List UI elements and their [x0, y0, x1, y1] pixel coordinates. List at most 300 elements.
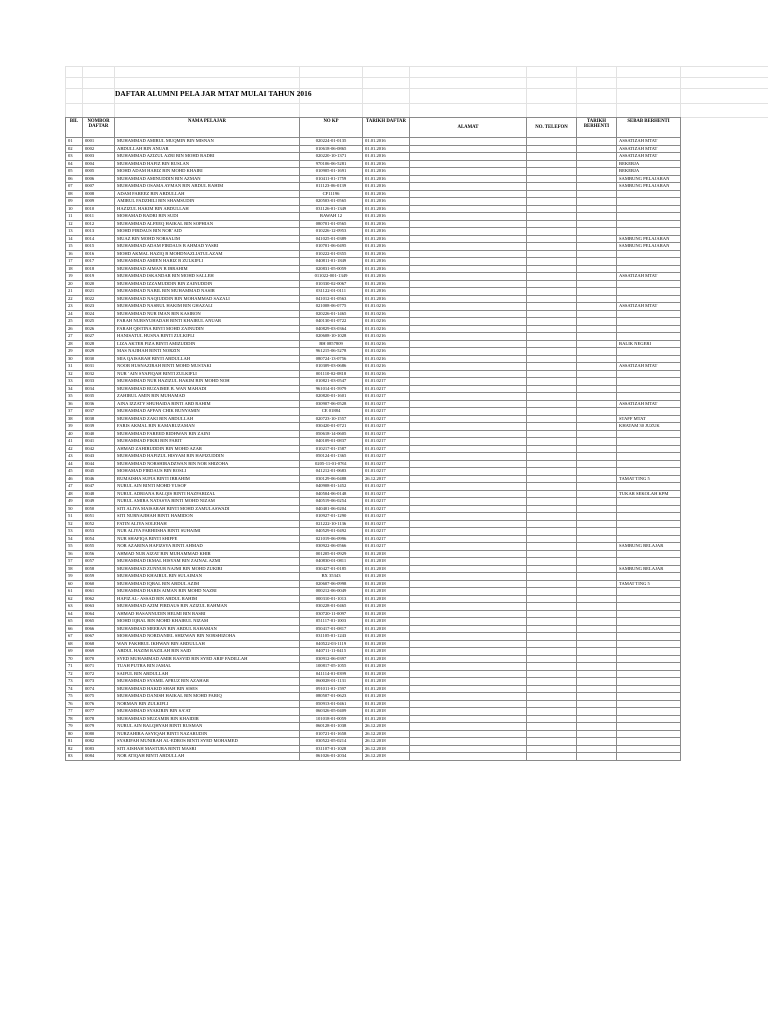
tarikh-berhenti-cell [577, 288, 617, 296]
table-row [66, 348, 681, 356]
sebab-berhenti-cell [617, 468, 681, 476]
no-telefon-cell [527, 423, 577, 431]
sebab-berhenti-cell: SAMBUNG PELAJARAN [617, 235, 681, 243]
table-row [66, 430, 681, 438]
nama-pelajar-cell: MUHAMMAD AMIEN HARIZ B ZULKIFLI [115, 258, 300, 266]
tarikh-daftar-cell: 01.01.2016 [363, 175, 410, 183]
nama-pelajar-cell: MIA QAISARAH BINTI ABDULLAH [115, 355, 300, 363]
sebab-berhenti-cell [617, 280, 681, 288]
no-telefon-cell [527, 468, 577, 476]
sebab-berhenti-cell [617, 355, 681, 363]
sebab-berhenti-cell: BALIK NEGERI [617, 340, 681, 348]
table-row [66, 438, 681, 446]
no-telefon-cell [527, 663, 577, 671]
no-telefon-cell [527, 715, 577, 723]
sebab-berhenti-cell [617, 678, 681, 686]
sebab-berhenti-cell: ASSATIZAH MTAT [617, 400, 681, 408]
alamat-cell [410, 348, 527, 356]
no-kp-cell: 010721-01-1658 [300, 730, 363, 738]
bil-cell: 50 [66, 505, 83, 513]
nombor-daftar-cell: 0048 [83, 490, 115, 498]
nombor-daftar-cell: 0008 [83, 190, 115, 198]
nombor-daftar-cell: 0028 [83, 340, 115, 348]
column-header: NAMA PELAJAR [115, 118, 300, 138]
alamat-cell [410, 160, 527, 168]
nombor-daftar-cell: 0011 [83, 213, 115, 221]
tarikh-berhenti-cell [577, 190, 617, 198]
no-telefon-cell [527, 520, 577, 528]
bil-cell: 75 [66, 693, 83, 701]
alamat-cell [410, 243, 527, 251]
tarikh-berhenti-cell [577, 318, 617, 326]
nama-pelajar-cell: AHMAD ZAHIRUDDIN BIN MOHD AZAR [115, 445, 300, 453]
no-kp-cell: 970106-06-5281 [300, 160, 363, 168]
nama-pelajar-cell: MUHAMMAD NAQIUDDIN BIN MOHAMMAD SAZALI [115, 295, 300, 303]
column-header: NOMBOR DAFTAR [83, 118, 115, 138]
alamat-cell [410, 730, 527, 738]
tarikh-daftar-cell: 01.01.2018 [363, 648, 410, 656]
nombor-daftar-cell: 0015 [83, 243, 115, 251]
nama-pelajar-cell: NOOR HUSNAZIRAH BINTI MOHD MUSTAKI [115, 363, 300, 371]
tarikh-daftar-cell: 01.01.2018 [363, 663, 410, 671]
no-kp-cell: 030420-01-0721 [300, 423, 363, 431]
alamat-cell [410, 490, 527, 498]
nombor-daftar-cell: 0051 [83, 513, 115, 521]
no-kp-cell: 010411-01-1759 [300, 175, 363, 183]
table-row [66, 550, 681, 558]
alamat-cell [410, 168, 527, 176]
alamat-cell [410, 325, 527, 333]
bil-cell: 69 [66, 648, 83, 656]
sebab-berhenti-cell: ASSATIZAH MTAT [617, 363, 681, 371]
no-kp-cell: 050124-01-1365 [300, 453, 363, 461]
nombor-daftar-cell: 0006 [83, 175, 115, 183]
nama-pelajar-cell: NURUL AIN BALQHYAH BINTI RUSMAN [115, 723, 300, 731]
sebab-berhenti-cell [617, 655, 681, 663]
bil-cell: 79 [66, 723, 83, 731]
nombor-daftar-cell: 0059 [83, 573, 115, 581]
tarikh-berhenti-cell [577, 243, 617, 251]
tarikh-berhenti-cell [577, 595, 617, 603]
nombor-daftar-cell: 0004 [83, 160, 115, 168]
no-kp-cell: 040522-03-1119 [300, 640, 363, 648]
tarikh-daftar-cell: 01.01.2018 [363, 693, 410, 701]
no-telefon-cell [527, 340, 577, 348]
bil-cell: 83 [66, 753, 83, 761]
no-kp-cell: 0205-11-01-0761 [300, 460, 363, 468]
no-telefon-cell [527, 483, 577, 491]
alamat-cell [410, 625, 527, 633]
no-kp-cell: BX 35343 [300, 573, 363, 581]
bil-cell: 18 [66, 265, 83, 273]
tarikh-daftar-cell: 01.01.0217 [363, 378, 410, 386]
no-telefon-cell [527, 543, 577, 551]
tarikh-daftar-cell: 01.01.2016 [363, 168, 410, 176]
bil-cell: 22 [66, 295, 83, 303]
alamat-cell [410, 190, 527, 198]
nama-pelajar-cell: MUHAMMAD ZAKI BIN ABDULLAH [115, 415, 300, 423]
bil-cell: 23 [66, 303, 83, 311]
nama-pelajar-cell: MOHD IQBAL BIN MOHD KHAIRUL NIZAM [115, 618, 300, 626]
tarikh-daftar-cell: 01.01.0216 [363, 325, 410, 333]
tarikh-berhenti-cell [577, 370, 617, 378]
alamat-cell [410, 393, 527, 401]
alamat-cell [410, 723, 527, 731]
no-kp-cell: 030129-06-0488 [300, 475, 363, 483]
tarikh-daftar-cell: 01.01.0217 [363, 468, 410, 476]
no-telefon-cell [527, 175, 577, 183]
table-row [66, 400, 681, 408]
sebab-berhenti-cell [617, 220, 681, 228]
bil-cell: 01 [66, 138, 83, 146]
table-row [66, 415, 681, 423]
alamat-cell [410, 228, 527, 236]
bil-cell: 41 [66, 438, 83, 446]
tarikh-berhenti-cell [577, 535, 617, 543]
tarikh-berhenti-cell [577, 543, 617, 551]
alamat-cell [410, 513, 527, 521]
tarikh-daftar-cell: 01.01.2016 [363, 220, 410, 228]
nombor-daftar-cell: 0061 [83, 588, 115, 596]
no-telefon-cell [527, 385, 577, 393]
table-row [66, 213, 681, 221]
alamat-cell [410, 633, 527, 641]
gridline [616, 66, 617, 117]
sebab-berhenti-cell [617, 513, 681, 521]
table-row [66, 168, 681, 176]
nama-pelajar-cell: MUHAMMAD HAFIZUL HISYAM BIN HAFIZUDDIN [115, 453, 300, 461]
no-telefon-cell [527, 378, 577, 386]
sebab-berhenti-cell [617, 640, 681, 648]
no-kp-cell: 061026-01-2034 [300, 753, 363, 761]
sebab-berhenti-cell: ASSATIZAH MTAT [617, 273, 681, 281]
no-telefon-cell [527, 220, 577, 228]
sebab-berhenti-cell [617, 378, 681, 386]
alamat-cell [410, 310, 527, 318]
nama-pelajar-cell: FARIS AKMAL BIN KAMARUZAMAN [115, 423, 300, 431]
table-row [66, 730, 681, 738]
alamat-cell [410, 288, 527, 296]
nama-pelajar-cell: MUHAMMAD NABIL BIN MUHAMMAD NASIR [115, 288, 300, 296]
bil-cell: 21 [66, 288, 83, 296]
no-telefon-cell [527, 265, 577, 273]
nama-pelajar-cell: HAFIZ AL- ASSAD BIN ABDUL RAHIM [115, 595, 300, 603]
tarikh-daftar-cell: 01.01.2016 [363, 273, 410, 281]
table-row [66, 573, 681, 581]
sebab-berhenti-cell [617, 483, 681, 491]
nama-pelajar-cell: MUHAMMAD NUR IMAN BIN KASIRON [115, 310, 300, 318]
tarikh-daftar-cell: 01.01.0217 [363, 543, 410, 551]
tarikh-berhenti-cell [577, 220, 617, 228]
tarikh-daftar-cell: 01.01.2016 [363, 153, 410, 161]
alamat-cell [410, 430, 527, 438]
tarikh-daftar-cell: 01.01.0217 [363, 528, 410, 536]
nama-pelajar-cell: MUHAMMAD DANISH HAIKAL BIN MOHD FARIQ [115, 693, 300, 701]
gridline [526, 66, 527, 117]
no-kp-cell: 961014-01-5979 [300, 385, 363, 393]
tarikh-daftar-cell: 01.01.0217 [363, 385, 410, 393]
table-row [66, 408, 681, 416]
no-telefon-cell [527, 708, 577, 716]
no-telefon-cell [527, 235, 577, 243]
no-kp-cell: 091011-01-1597 [300, 685, 363, 693]
table-row [66, 265, 681, 273]
table-row [66, 453, 681, 461]
tarikh-daftar-cell: 01.01.0217 [363, 535, 410, 543]
alamat-cell [410, 753, 527, 761]
bil-cell: 49 [66, 498, 83, 506]
no-telefon-cell [527, 745, 577, 753]
alamat-cell [410, 213, 527, 221]
bil-cell: 74 [66, 685, 83, 693]
tarikh-berhenti-cell [577, 498, 617, 506]
alamat-cell [410, 573, 527, 581]
tarikh-daftar-cell: 01.01.0216 [363, 363, 410, 371]
sebab-berhenti-cell [617, 393, 681, 401]
bil-cell: 17 [66, 258, 83, 266]
no-kp-cell: 000310-01-1013 [300, 595, 363, 603]
no-kp-cell: 031105-01-1243 [300, 633, 363, 641]
sebab-berhenti-cell: SAMBUNG PELAJARAN [617, 183, 681, 191]
no-kp-cell: 030912-06-0397 [300, 655, 363, 663]
tarikh-berhenti-cell [577, 483, 617, 491]
table-row [66, 663, 681, 671]
no-telefon-cell [527, 723, 577, 731]
tarikh-berhenti-cell [577, 153, 617, 161]
sebab-berhenti-cell [617, 520, 681, 528]
no-telefon-cell [527, 738, 577, 746]
alamat-cell [410, 565, 527, 573]
sebab-berhenti-cell [617, 265, 681, 273]
bil-cell: 43 [66, 453, 83, 461]
sebab-berhenti-cell [617, 190, 681, 198]
tarikh-berhenti-cell [577, 618, 617, 626]
no-telefon-cell [527, 153, 577, 161]
alamat-cell [410, 678, 527, 686]
nama-pelajar-cell: MAS NAJIHAH BINTI NORZIN [115, 348, 300, 356]
no-kp-cell: 021008-06-0775 [300, 303, 363, 311]
column-header: SEBAB BERHENTI [617, 118, 681, 138]
no-kp-cell: 030720-11-0097 [300, 610, 363, 618]
tarikh-berhenti-cell [577, 198, 617, 206]
nama-pelajar-cell: MUHAMMAD FIKRI BIN FARIT [115, 438, 300, 446]
no-telefon-cell [527, 318, 577, 326]
alamat-cell [410, 400, 527, 408]
nombor-daftar-cell: 0001 [83, 138, 115, 146]
sebab-berhenti-cell [617, 625, 681, 633]
table-row [66, 310, 681, 318]
nama-pelajar-cell: ABDULLAH BIN ANUAR [115, 145, 300, 153]
no-telefon-cell [527, 243, 577, 251]
column-header: BIL [66, 118, 83, 138]
bil-cell: 72 [66, 670, 83, 678]
no-telefon-cell [527, 558, 577, 566]
tarikh-berhenti-cell [577, 265, 617, 273]
no-telefon-cell [527, 588, 577, 596]
alamat-cell [410, 715, 527, 723]
no-telefon-cell [527, 310, 577, 318]
nombor-daftar-cell: 0013 [83, 228, 115, 236]
nama-pelajar-cell: MUHAMMAD MEERAN BIN ABDUL RAHAMAN [115, 625, 300, 633]
nombor-daftar-cell: 0046 [83, 475, 115, 483]
bil-cell: 66 [66, 625, 83, 633]
nombor-daftar-cell: 0044 [83, 460, 115, 468]
tarikh-berhenti-cell [577, 723, 617, 731]
bil-cell: 25 [66, 318, 83, 326]
document-title: DAFTAR ALUMNI PELA JAR MTAT MULAI TAHUN 2016 [115, 89, 312, 98]
no-telefon-cell [527, 250, 577, 258]
alamat-cell [410, 588, 527, 596]
no-kp-cell: 060028-01-1131 [300, 678, 363, 686]
nombor-daftar-cell: 0024 [83, 310, 115, 318]
bil-cell: 80 [66, 730, 83, 738]
tarikh-daftar-cell: 01.01.0217 [363, 513, 410, 521]
nombor-daftar-cell: 0084 [83, 753, 115, 761]
tarikh-daftar-cell: 01.01.2018 [363, 655, 410, 663]
nombor-daftar-cell: 0009 [83, 198, 115, 206]
no-telefon-cell [527, 498, 577, 506]
no-kp-cell: 000212-06-0049 [300, 588, 363, 596]
tarikh-berhenti-cell [577, 655, 617, 663]
no-telefon-cell [527, 685, 577, 693]
no-kp-cell: 020831-05-0059 [300, 265, 363, 273]
tarikh-daftar-cell: 01.01.2018 [363, 550, 410, 558]
sebab-berhenti-cell: ASSATIZAH MTAT [617, 153, 681, 161]
tarikh-daftar-cell: 01.01.2018 [363, 603, 410, 611]
bil-cell: 47 [66, 483, 83, 491]
table-row [66, 678, 681, 686]
sebab-berhenti-cell: ASSATIZAH MTAT [617, 138, 681, 146]
table-row [66, 258, 681, 266]
tarikh-berhenti-cell [577, 670, 617, 678]
nama-pelajar-cell: MUHAMMAD ISKANDAR BIN MOHD SALLEH [115, 273, 300, 281]
nombor-daftar-cell: 0047 [83, 483, 115, 491]
no-telefon-cell [527, 513, 577, 521]
tarikh-daftar-cell: 01.01.0217 [363, 453, 410, 461]
no-telefon-cell [527, 288, 577, 296]
no-telefon-cell [527, 505, 577, 513]
tarikh-berhenti-cell [577, 708, 617, 716]
bil-cell: 27 [66, 333, 83, 341]
tarikh-berhenti-cell [577, 648, 617, 656]
tarikh-daftar-cell: 01.01.2016 [363, 145, 410, 153]
table-row [66, 655, 681, 663]
tarikh-berhenti-cell [577, 685, 617, 693]
tarikh-daftar-cell: 01.01.0217 [363, 393, 410, 401]
alamat-cell [410, 708, 527, 716]
bil-cell: 30 [66, 355, 83, 363]
no-telefon-cell [527, 370, 577, 378]
table-row [66, 468, 681, 476]
alamat-cell [410, 303, 527, 311]
tarikh-daftar-cell: 01.01.2016 [363, 288, 410, 296]
table-row [66, 490, 681, 498]
table-row [66, 145, 681, 153]
no-kp-cell: 041114-01-0399 [300, 670, 363, 678]
nama-pelajar-cell: MUHAMMAD IKMAL HISYAM BIN ZAINAL AZMI [115, 558, 300, 566]
no-kp-cell: 041212-01-0683 [300, 468, 363, 476]
nombor-daftar-cell: 0026 [83, 325, 115, 333]
nombor-daftar-cell: 0065 [83, 618, 115, 626]
tarikh-daftar-cell: 01.01.2016 [363, 280, 410, 288]
no-kp-cell: 010330-02-0067 [300, 280, 363, 288]
no-telefon-cell [527, 228, 577, 236]
no-telefon-cell [527, 528, 577, 536]
tarikh-daftar-cell: 01.01.2018 [363, 633, 410, 641]
sebab-berhenti-cell [617, 633, 681, 641]
tarikh-daftar-cell: 01.01.0217 [363, 490, 410, 498]
bil-cell: 12 [66, 220, 83, 228]
sebab-berhenti-cell [617, 228, 681, 236]
no-kp-cell: 011022-001-1349 [300, 273, 363, 281]
table-row [66, 700, 681, 708]
bil-cell: 46 [66, 475, 83, 483]
no-telefon-cell [527, 183, 577, 191]
tarikh-daftar-cell: 01.01.0216 [363, 370, 410, 378]
alamat-cell [410, 483, 527, 491]
alamat-cell [410, 685, 527, 693]
sebab-berhenti-cell: TAMAT TING 5 [617, 580, 681, 588]
table-row [66, 528, 681, 536]
tarikh-berhenti-cell [577, 453, 617, 461]
table-row [66, 183, 681, 191]
tarikh-daftar-cell: 01.01.0217 [363, 445, 410, 453]
table-row [66, 138, 681, 146]
no-kp-cell: 040811-01-1849 [300, 258, 363, 266]
tarikh-berhenti-cell [577, 385, 617, 393]
nama-pelajar-cell: MUHAMMAD FAREED RIDHWAN BIN ZAINI [115, 430, 300, 438]
bil-cell: 26 [66, 325, 83, 333]
nombor-daftar-cell: 0021 [83, 288, 115, 296]
no-telefon-cell [527, 753, 577, 761]
tarikh-daftar-cell: 01.01.0217 [363, 400, 410, 408]
table-row [66, 228, 681, 236]
bil-cell: 65 [66, 618, 83, 626]
table-row [66, 640, 681, 648]
sebab-berhenti-cell [617, 408, 681, 416]
no-telefon-cell [527, 213, 577, 221]
table-row [66, 603, 681, 611]
bil-cell: 57 [66, 558, 83, 566]
sebab-berhenti-cell [617, 288, 681, 296]
alamat-cell [410, 693, 527, 701]
table-header-row [66, 118, 681, 138]
gridline [409, 66, 410, 117]
tarikh-daftar-cell: 01.01.2016 [363, 183, 410, 191]
no-kp-cell: 030228-01-0465 [300, 603, 363, 611]
bil-cell: 70 [66, 655, 83, 663]
tarikh-berhenti-cell [577, 235, 617, 243]
alamat-cell [410, 700, 527, 708]
tarikh-berhenti-cell [577, 175, 617, 183]
tarikh-daftar-cell: 01.01.2018 [363, 670, 410, 678]
nama-pelajar-cell: MUHAMMAD ADAM FIRDAUS B AHMAD YASRI [115, 243, 300, 251]
sebab-berhenti-cell [617, 670, 681, 678]
tarikh-daftar-cell: 01.01.2016 [363, 213, 410, 221]
nombor-daftar-cell: 0073 [83, 678, 115, 686]
nombor-daftar-cell: 0007 [83, 183, 115, 191]
nama-pelajar-cell: NURUL ADRIANA BALQIS BINTI HAZFARIZAL [115, 490, 300, 498]
table-row [66, 235, 681, 243]
no-kp-cell: CF11196 [300, 190, 363, 198]
no-telefon-cell [527, 393, 577, 401]
no-telefon-cell [527, 700, 577, 708]
no-kp-cell: 031126-01-1349 [300, 205, 363, 213]
tarikh-daftar-cell: 01.01.2018 [363, 685, 410, 693]
bil-cell: 16 [66, 250, 83, 258]
no-telefon-cell [527, 445, 577, 453]
tarikh-berhenti-cell [577, 340, 617, 348]
